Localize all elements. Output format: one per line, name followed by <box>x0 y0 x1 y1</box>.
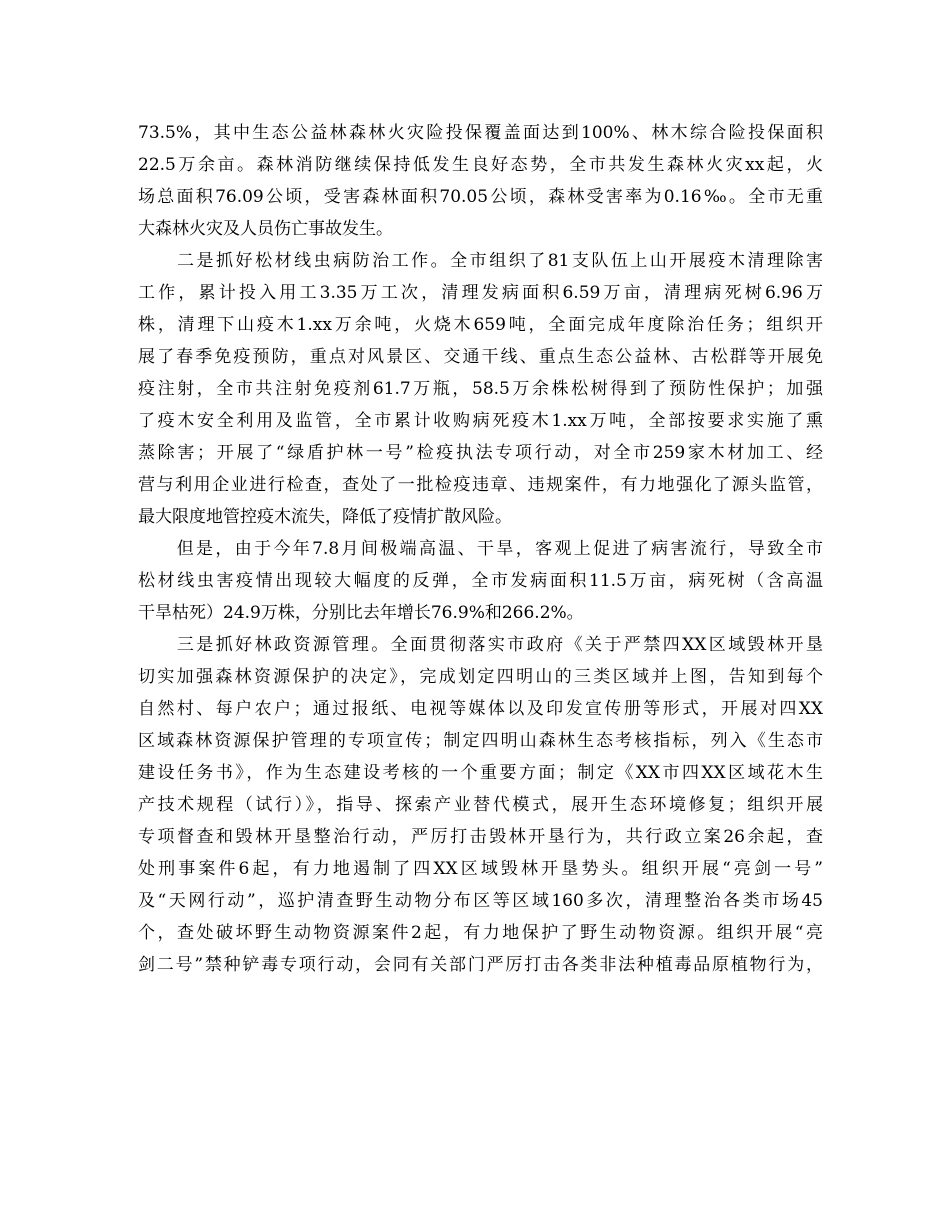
text-line: 剑二号”禁种铲毒专项行动，会同有关部门严厉打击各类非法种植毒品原植物行为， <box>138 955 823 975</box>
text-line: 及“天网行动”，巡护清查野生动物分布区等区域160多次，清理整治各类市场45 <box>138 891 823 911</box>
paragraph-forest-resource-management <box>138 629 823 981</box>
text-line: 专项督查和毁林开垦整治行动，严厉打击毁林开垦行为，共行政立案26余起，查 <box>138 827 823 847</box>
document-page <box>138 117 823 981</box>
text-line: 但是，由于今年7.8月间极端高温、干旱，客观上促进了病害流行，导致全市 <box>138 539 823 559</box>
text-line: 自然村、每户农户；通过报纸、电视等媒体以及印发宣传册等形式，开展对四XX <box>138 699 823 719</box>
text-line: 处刑事案件6起，有力地遏制了四XX区域毁林开垦势头。组织开展“亮剑一号” <box>138 859 823 879</box>
text-line: 个，查处破坏野生动物资源案件2起，有力地保护了野生动物资源。组织开展“亮 <box>138 923 823 943</box>
text-line: 干旱枯死）24.9万株，分别比去年增长76.9%和266.2%。 <box>138 603 584 623</box>
text-line: 株，清理下山疫木1.xx万余吨，火烧木659吨，全面完成年度除治任务；组织开 <box>138 315 823 335</box>
text-line: 展了春季免疫预防，重点对风景区、交通干线、重点生态公益林、古松群等开展免 <box>138 347 823 367</box>
text-line: 最大限度地管控疫木流失，降低了疫情扩散风险。 <box>138 507 512 527</box>
text-line: 区域森林资源保护管理的专项宣传；制定四明山森林生态考核指标，列入《生态市 <box>138 731 823 751</box>
text-line: 产技术规程（试行）》，指导、探索产业替代模式，展开生态环境修复；组织开展 <box>138 795 823 815</box>
text-line: 二是抓好松材线虫病防治工作。全市组织了81支队伍上山开展疫木清理除害 <box>138 251 823 271</box>
text-line: 73.5%，其中生态公益林森林火灾险投保覆盖面达到100%、林木综合险投保面积 <box>138 123 823 143</box>
paragraph-epidemic-rebound <box>138 533 823 629</box>
text-line: 场总面积76.09公顷，受害森林面积70.05公顷，森林受害率为0.16‰。全市无重 <box>138 187 823 207</box>
paragraph-forest-insurance-fire <box>138 117 823 245</box>
text-line: 建设任务书》，作为生态建设考核的一个重要方面；制定《XX市四XX区域花木生 <box>138 763 823 783</box>
paragraph-pine-wilt-control <box>138 245 823 533</box>
text-line: 三是抓好林政资源管理。全面贯彻落实市政府《关于严禁四XX区域毁林开垦 <box>138 635 823 655</box>
text-line: 营与利用企业进行检查，查处了一批检疫违章、违规案件，有力地强化了源头监管， <box>138 475 823 495</box>
text-line: 22.5万余亩。森林消防继续保持低发生良好态势，全市共发生森林火灾xx起，火 <box>138 155 823 175</box>
text-line: 松材线虫害疫情出现较大幅度的反弹，全市发病面积11.5万亩，病死树（含高温 <box>138 571 823 591</box>
text-line: 工作，累计投入用工3.35万工次，清理发病面积6.59万亩，清理病死树6.96万 <box>138 283 823 303</box>
text-line: 了疫木安全利用及监管，全市累计收购病死疫木1.xx万吨，全部按要求实施了熏 <box>138 411 823 431</box>
text-line: 蒸除害；开展了“绿盾护林一号”检疫执法专项行动，对全市259家木材加工、经 <box>138 443 823 463</box>
text-line: 大森林火灾及人员伤亡事故发生。 <box>138 219 393 239</box>
text-line: 疫注射，全市共注射免疫剂61.7万瓶，58.5万余株松树得到了预防性保护；加强 <box>138 379 823 399</box>
text-line: 切实加强森林资源保护的决定》，完成划定四明山的三类区域并上图，告知到每个 <box>138 667 823 687</box>
